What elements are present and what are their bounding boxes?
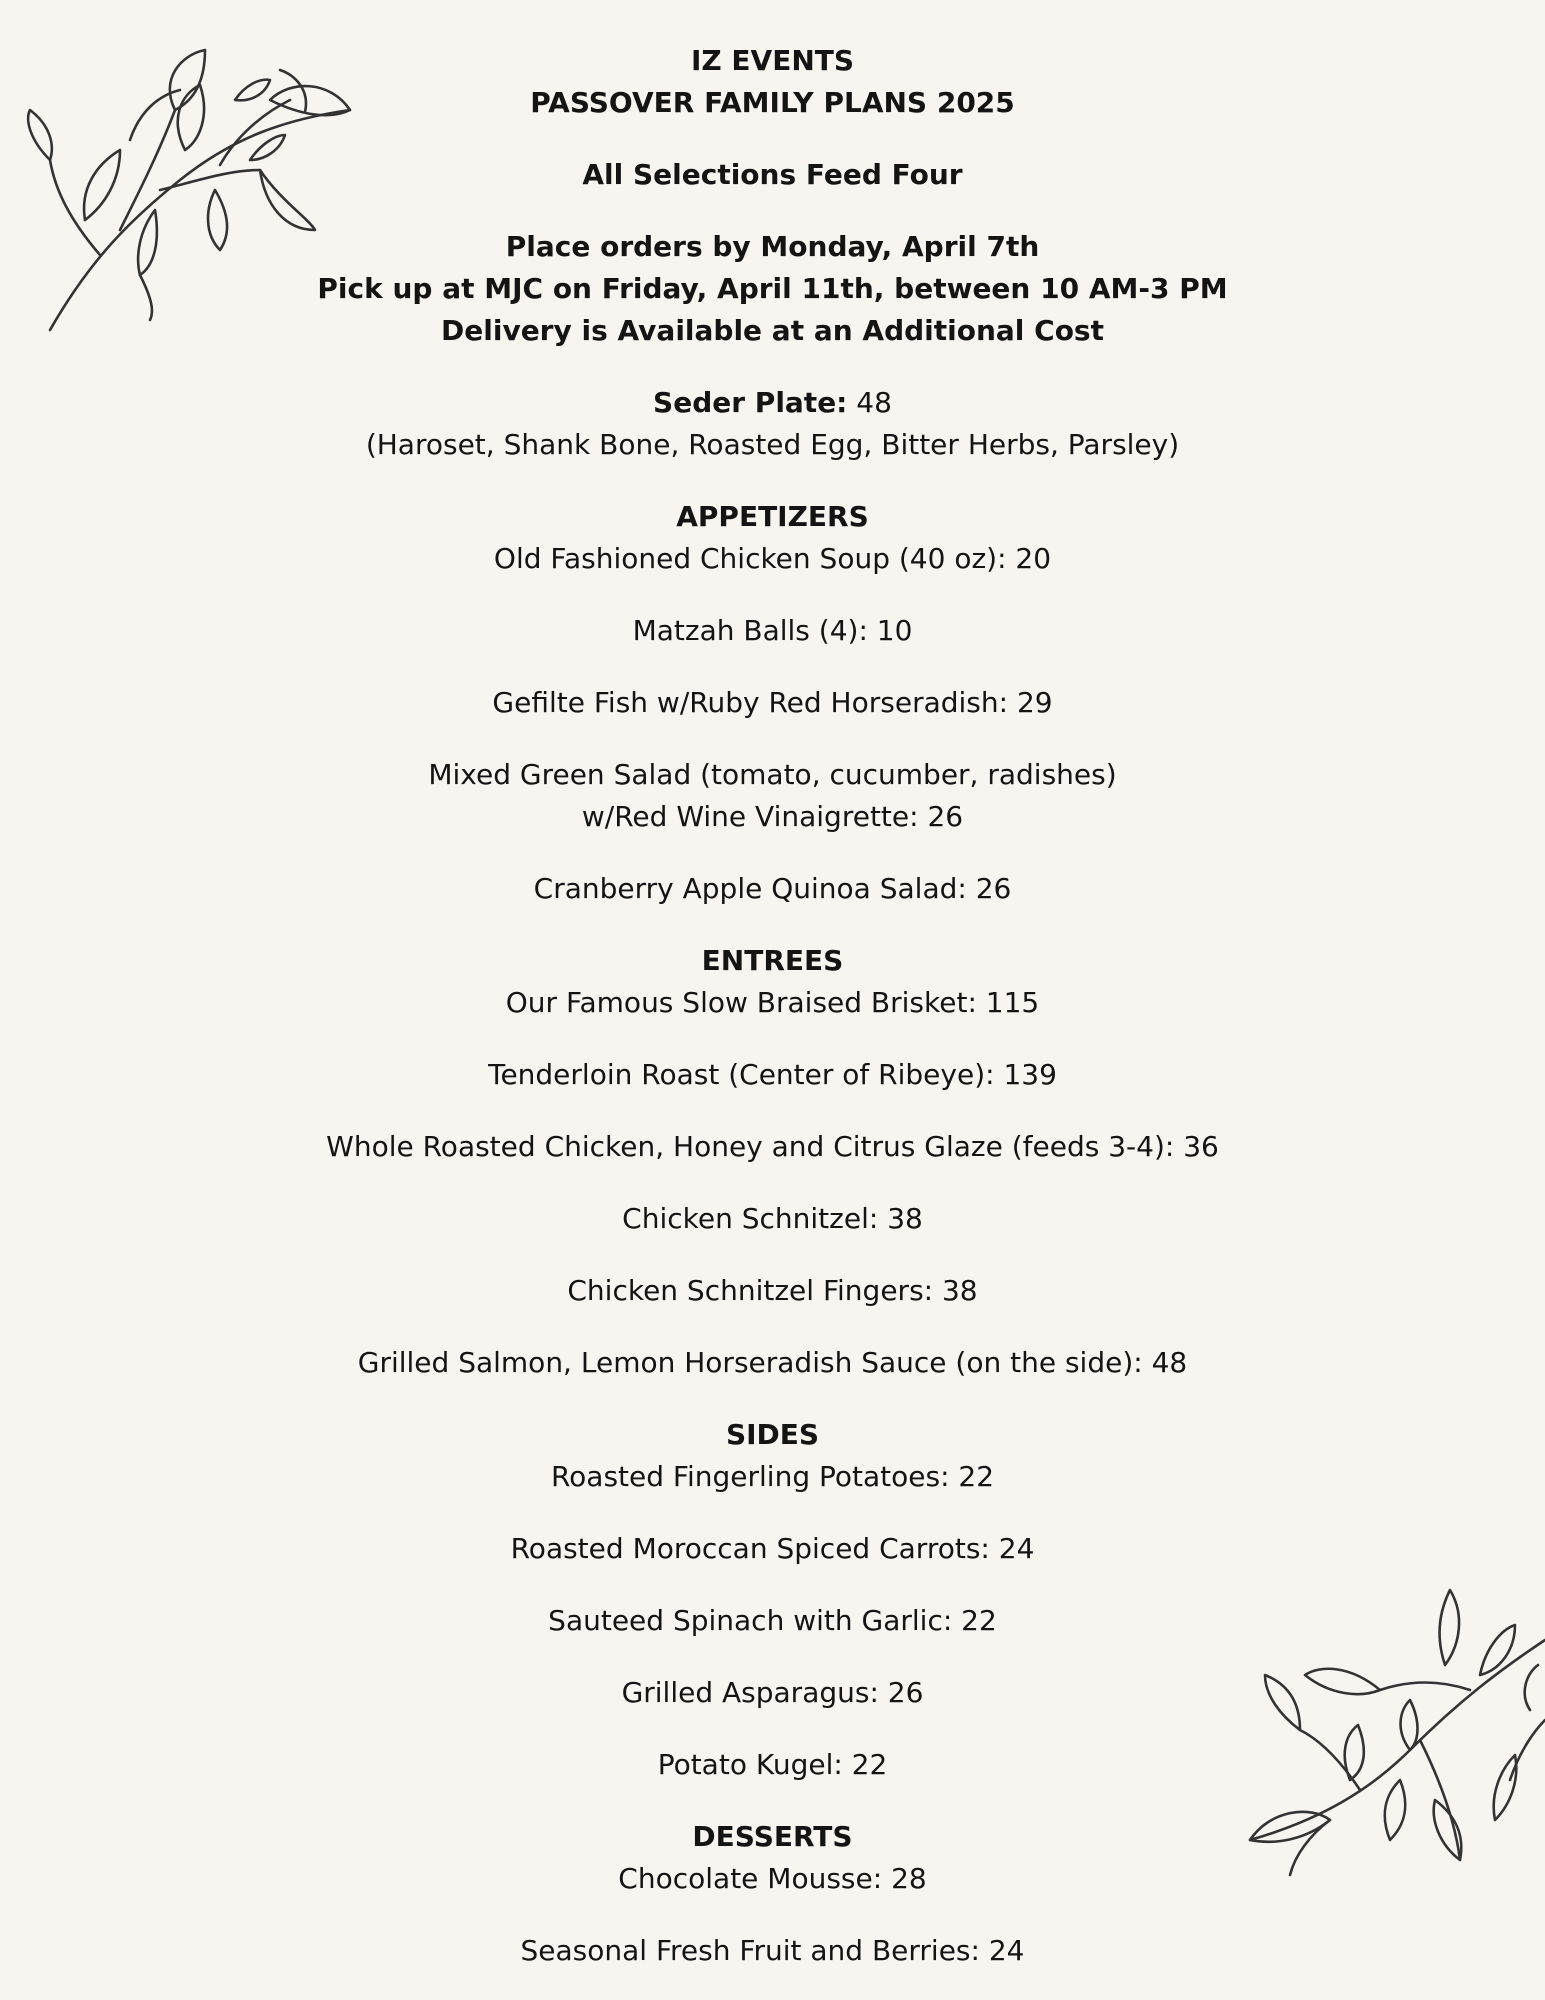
menu-item: Grilled Asparagus: 26: [621, 1676, 924, 1709]
menu-item: Old Fashioned Chicken Soup (40 oz): 20: [493, 542, 1052, 575]
sides-heading: SIDES: [725, 1418, 820, 1451]
menu-item: Our Famous Slow Braised Brisket: 115: [505, 986, 1040, 1019]
company-name: IZ EVENTS: [690, 44, 855, 77]
seder-plate-line: [0, 382, 1545, 424]
menu-item: Chicken Schnitzel: 38: [622, 1202, 923, 1235]
menu-item: Sauteed Spinach with Garlic: 22: [548, 1604, 997, 1637]
menu-document: [0, 40, 1545, 1972]
menu-item: Chicken Schnitzel Fingers: 38: [567, 1274, 978, 1307]
entrees-section: [0, 940, 1545, 1384]
menu-item: Seasonal Fresh Fruit and Berries: 24: [520, 1934, 1025, 1967]
menu-item: Mixed Green Salad (tomato, cucumber, radishes): [428, 758, 1117, 791]
menu-item: Roasted Fingerling Potatoes: 22: [550, 1460, 995, 1493]
seder-plate-section: [0, 382, 1545, 466]
menu-title: PASSOVER FAMILY PLANS 2025: [530, 86, 1015, 119]
seder-plate-contents: (Haroset, Shank Bone, Roasted Egg, Bitter Herbs, Parsley): [365, 428, 1180, 461]
order-deadline: Place orders by Monday, April 7th: [505, 230, 1040, 263]
menu-item: Chocolate Mousse: 28: [618, 1862, 927, 1895]
serving-note: All Selections Feed Four: [582, 158, 963, 191]
menu-item: Grilled Salmon, Lemon Horseradish Sauce (on the side): 48: [357, 1346, 1188, 1379]
menu-item: Matzah Balls (4): 10: [632, 614, 913, 647]
entrees-heading: ENTREES: [701, 944, 844, 977]
menu-item: Potato Kugel: 22: [657, 1748, 888, 1781]
menu-item: Gefilte Fish w/Ruby Red Horseradish: 29: [492, 686, 1053, 719]
pickup-info: Pick up at MJC on Friday, April 11th, between 10 AM-3 PM: [317, 272, 1228, 305]
menu-item: Tenderloin Roast (Center of Ribeye): 139: [488, 1058, 1057, 1091]
menu-item: Cranberry Apple Quinoa Salad: 26: [533, 872, 1012, 905]
delivery-info: Delivery is Available at an Additional Cost: [441, 314, 1104, 347]
sides-section: [0, 1414, 1545, 1786]
menu-item: Roasted Moroccan Spiced Carrots: 24: [510, 1532, 1035, 1565]
menu-item-continuation: w/Red Wine Vinaigrette: 26: [581, 800, 964, 833]
desserts-section: [0, 1816, 1545, 1972]
seder-plate-label: Seder Plate:: [653, 386, 848, 419]
seder-plate-price: 48: [856, 386, 892, 419]
menu-item: Whole Roasted Chicken, Honey and Citrus Glaze (feeds 3-4): 36: [326, 1130, 1219, 1163]
desserts-heading: DESSERTS: [692, 1820, 853, 1853]
appetizers-heading: APPETIZERS: [676, 500, 869, 533]
order-info: [0, 226, 1545, 352]
appetizers-section: [0, 496, 1545, 910]
